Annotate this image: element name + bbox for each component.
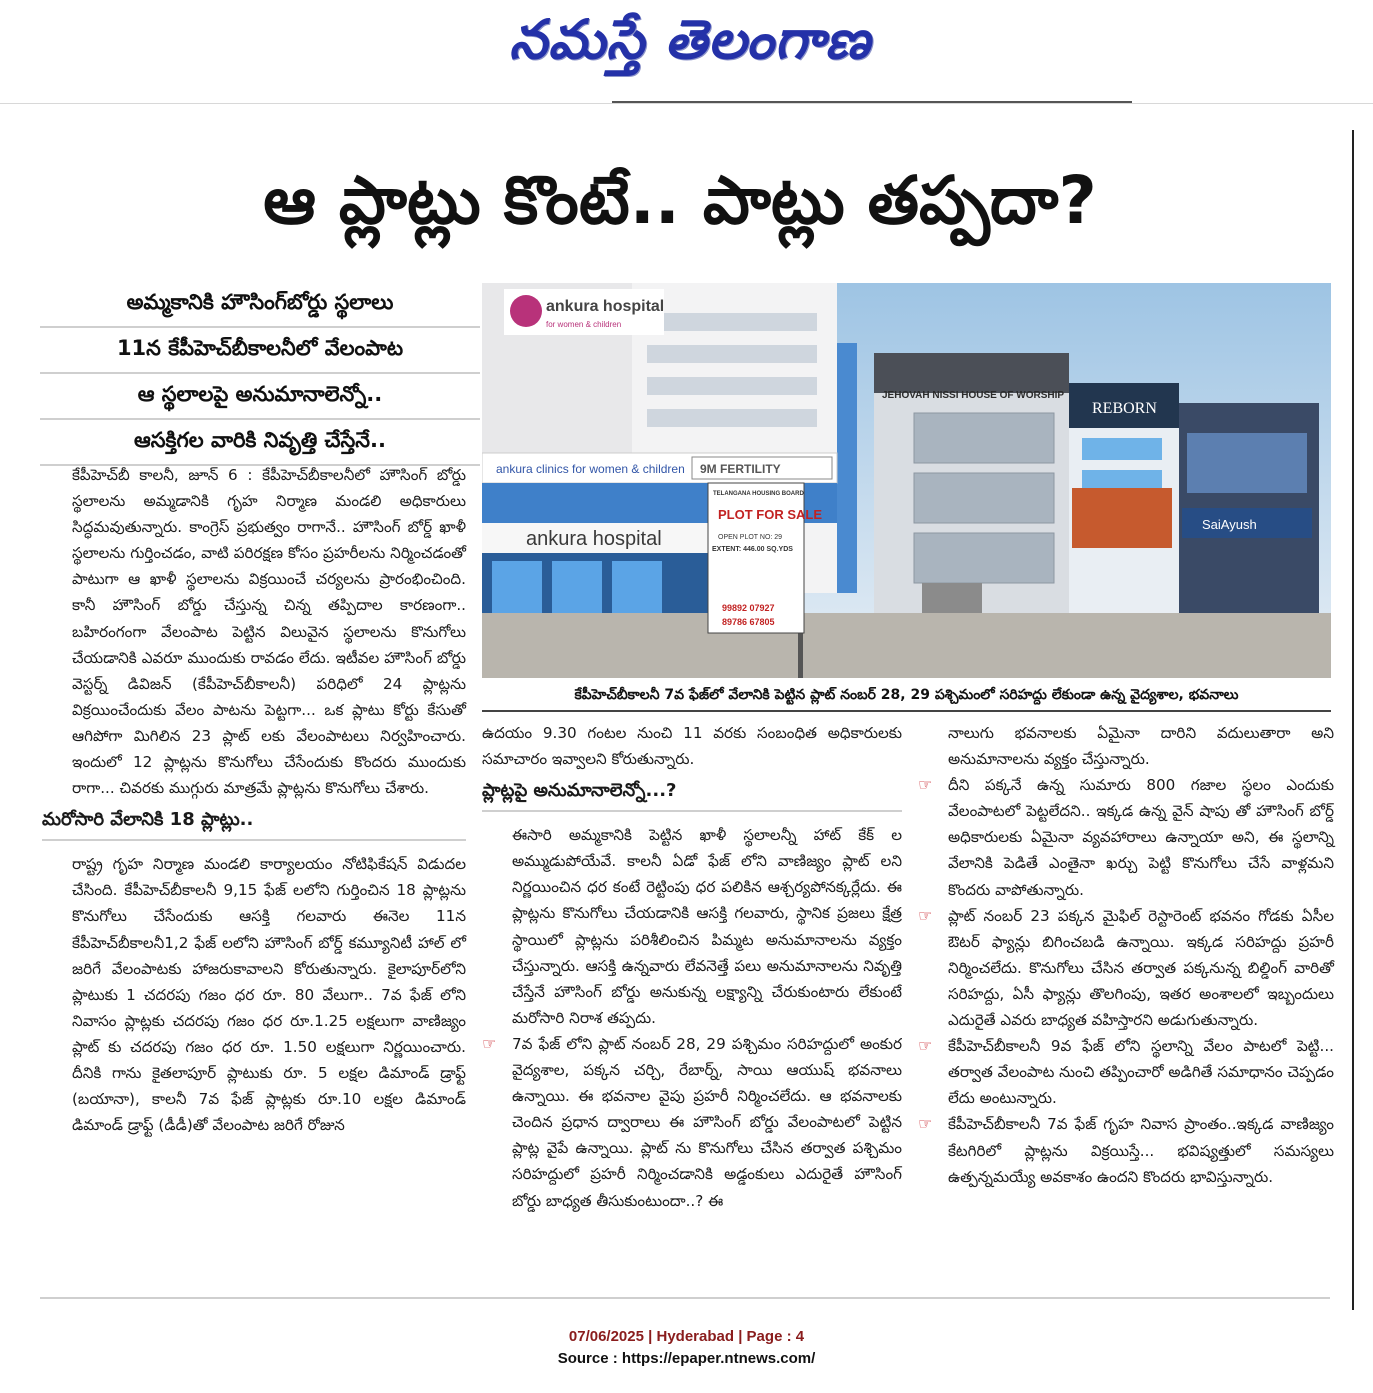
newspaper-logo: నమస్తే తెలంగాణ [509,7,871,71]
col1-paragraph-1: కేపీహెచ్‌బీ కాలనీ, జూన్ 6 : కేపీహెచ్‌బీకాలనీలో హౌసింగ్ బోర్డు స్థలాలను అమ్మడానికి గృహ నిర్మాణ మండలి అధికారులు సిద్ధమవుతున్నారు. కాంగ్రెస్ ప్రభుత్వం రాగానే.. హౌసింగ్ బోర్డ్ ఖాళీ స్థలాలను గుర్తించడం, వాటి పరిరక్షణ కోసం ప్రహరీలను నిర్మించడంతో పాటుగా ఆ ఖాళీ స్థలాలను విక్రయించే చర్యలను ప్రారంభించింది. కానీ హౌసింగ్ బోర్డు చేస్తున్న చిన్న తప్పిదాల కారణంగా.. బహిరంగంగా వేలంపాట పెట్టిన విలువైన స్థలాలను కొనుగోలు చేయడానికి ఎవరూ ముందుకు రావడం లేదు. ఇటీవల హౌసింగ్ బోర్డు వెస్టర్న్ డివిజన్ (కేపీహెచ్‌బీకాలనీ) పరిధిలో 24 ప్లాట్లను విక్రయించేందుకు వేలం పాటను పెట్టగా... ఒక ప్లాటు కోర్టు కేసుతో ఆగిపోగా మిగిలిన 23 ప్లాట్ లకు వేలంపాటలు నిర్వహించారు. ఇందులో 12 ప్లాట్లను కొనుగోలు చేసేందుకు కొందరు ముందుకు రాగా... చివరకు ముగ్గురు మాత్రమే ప్లాట్లను కొనుగోలు చేశారు. [72,466,466,798]
col3-bullet-1-text: దీని పక్కనే ఉన్న సుమారు 800 గజాల స్థలం ఎందుకు వేలంపాటలో పెట్టలేదని.. ఇక్కడ ఉన్న వైన్ షాపు తో హౌసింగ్ బోర్డ్ అధికారులకు ఏమైనా వ్యవహారాలు ఉన్నాయా అని, ఈ స్థలాన్ని వేలానికి పెడితే ఎంతైనా ఖర్చు పెట్టి కొనుగోలు చేసే వాళ్లమని కొందరు వాపోతున్నారు. [948,776,1334,899]
ground [482,613,1331,678]
sign-hospital-sub: for women & children [546,320,622,329]
col2-paragraph-1: ఉదయం 9.30 గంటల నుంచి 11 వరకు సంబంధిత అధికారులకు సమాచారం ఇవ్వాలని కోరుతున్నారు. [482,724,902,769]
sign-ayush: SaiAyush [1202,517,1257,532]
board-sale: PLOT FOR SALE [718,507,822,522]
col2-bullet-1 [482,1031,902,1214]
sign-fertility: 9M FERTILITY [700,462,781,476]
footer-source-link[interactable]: Source : https://epaper.ntnews.com/ [557,1350,816,1367]
article-column-1 [42,462,466,1138]
col2-paragraph-2: ఈసారి అమ్మకానికి పెట్టిన ఖాళీ స్థలాలన్నీ హాట్ కేక్ ల అమ్ముడుపోయేవే. కాలనీ ఏడో ఫేజ్ లోని వాణిజ్యం ప్లాట్ లని నిర్ణయించిన ధర కంటే రెట్టింపు ధర పలికిన ఆశ్చర్యపోనక్కర్లేదు. ఈ ప్లాట్లను కొనుగోలు చేయడానికి ఆసక్తి గలవారు, స్థానిక ప్రజలు క్షేత్ర స్థాయిలో ప్లాట్లను పరిశీలించిన పిమ్మట అనుమానాలను వ్యక్తం చేస్తున్నారు. ఆసక్తి ఉన్నవారు లేవనెత్తే పలు అనుమానాలను నివృత్తి చేస్తేనే హౌసింగ్ బోర్డు అనుకున్న లక్ష్యాన్ని చేరుకుంటారు లేకుంటే మరోసారి నిరాశ తప్పదు. [512,826,902,1027]
page-footer [0,1326,1373,1370]
deck-headlines [40,282,480,466]
deck-2: 11న కేపీహెచ్‌బీకాలనీలో వేలంపాట [40,328,480,374]
footer-date-page: 07/06/2025 | Hyderabad | Page : 4 [568,1328,805,1345]
board-plot: OPEN PLOT NO: 29 [718,534,783,541]
sign-hospital-front: ankura hospital [526,528,662,550]
board-phone-2: 89786 67805 [722,617,775,627]
col3-bullet-2 [918,903,1334,1033]
col3-bullet-1 [918,772,1334,902]
col1-subhead: మరోసారి వేలానికి 18 ప్లాట్లు.. [42,805,466,841]
deck-1: అమ్మకానికి హౌసింగ్‌బోర్డు స్థలాలు [40,282,480,328]
pointing-hand-icon: ☞ [918,905,933,925]
article-bottom-rule [40,1297,1330,1299]
photo-caption: కేపీహెచ్‌బీకాలనీ 7వ ఫేజ్‌లో వేలానికి పెట్టిన ప్లాట్ నంబర్ 28, 29 పశ్చిమంలో సరిహద్దు లేకుండా ఉన్న వైద్యశాల, భవనాలు [482,680,1331,712]
sign-reborn: REBORN [1092,400,1157,417]
deck-3: ఆ స్థలాలపై అనుమానాలెన్నో.. [40,374,480,420]
board-phone-1: 99892 07927 [722,603,775,613]
col3-bullet-3-text: కేపీహెచ్‌బీకాలనీ 9వ ఫేజ్ లోని స్థలాన్ని వేలం పాటలో పెట్టి... తర్వాత వేలంపాట నుంచి తప్పించారో అడిగితే సమాధానం చెప్పడం లేదు అంటున్నారు. [948,1037,1334,1108]
masthead [0,0,1373,80]
col3-bullet-4 [918,1111,1334,1189]
col3-bullet-3 [918,1033,1334,1111]
pointing-hand-icon: ☞ [918,1036,933,1056]
col3-bullet-2-text: ప్లాట్ నంబర్ 23 పక్కన మైఫిల్ రెస్టారెంట్ భవనం గోడకు ఏసీల ఔటర్ ఫ్యాన్లు బిగించబడి ఉన్నాయి. ఇక్కడ సరిహద్దు ప్రహరీ నిర్మించలేదు. కొనుగోలు చేసిన తర్వాత పక్కనున్న బిల్డింగ్ వారితో సరిహద్దు, ఏసీ ఫ్యాన్లు తొలగింపు, ఇతర అంశాలలో ఇబ్బందులు ఎదురైతే ఎవరు బాధ్యత వహిస్తారని అడుగుతున్నారు. [948,906,1334,1030]
sign-church: JEHOVAH NISSI HOUSE OF WORSHIP [882,390,1065,401]
board-extent: EXTENT: 446.00 SQ.YDS [712,546,793,553]
column-rule-right [1352,130,1354,1310]
pointing-hand-icon: ☞ [918,1114,933,1134]
sign-hospital: ankura hospital [546,298,665,315]
col2-bullet-1-text: 7వ ఫేజ్ లోని ప్లాట్ నంబర్ 28, 29 పశ్చిమం సరిహద్దులో అంకుర వైద్యశాల, పక్కన చర్చి, రేబార్న్, సాయి ఆయుష్ భవనాలు ఉన్నాయి. ఈ భవనాల వైపు ప్రహరీ నిర్మించలేదు. ఆ భవనాలకు చెందిన ప్రధాన ద్వారాలు ఈ హౌసింగ్ బోర్డు వేలంపాటలో పెట్టిన ప్లాట్ల వైపే ఉన్నాయి. ప్లాట్ ను కొనుగోలు చేసిన తర్వాత పశ్చిమం సరిహద్దులో ప్రహరీ నిర్మించడానికి అడ్డంకులు ఎదురైతే హౌసింగ్ బోర్డు బాధ్యత తీసుకుంటుందా..? ఈ [512,1034,902,1210]
col3-bullet-4-text: కేపీహెచ్‌బీకాలనీ 7వ ఫేజ్ గృహ నివాస ప్రాంతం..ఇక్కడ వాణిజ్యం కేటగిరిలో ప్లాట్లను విక్రయిస్తే... భవిష్యత్తులో సమస్యలు ఉత్పన్నమయ్యే అవకాశం ఉందని కొందరు భావిస్తున్నారు. [948,1115,1334,1186]
col1-paragraph-2: రాష్ట్ర గృహ నిర్మాణ మండలి కార్యాలయం నోటిఫికేషన్ విడుదల చేసింది. కేపీహెచ్‌బీకాలనీ 9,15 ఫేజ్ లలోని గుర్తించిన 18 ప్లాట్లను కొనుగోలు చేసేందుకు ఆసక్తి గలవారు ఈనెల 11న కేపీహెచ్‌బీకాలనీ1,2 ఫేజ్ లలోని హౌసింగ్ బోర్డ్ కమ్యూనిటీ హాల్ లో జరిగే వేలంపాటకు హాజరుకావాలని కోరుతున్నారు. కైలాపూర్‌లోని ప్లాటుకు 1 చదరపు గజం ధర రూ. 80 వేలుగా.. 7వ ఫేజ్ లోని నివాసం ప్లాట్లకు చదరపు గజం ధర రూ.1.25 లక్షలుగా వాణిజ్యం ప్లాట్ కు చదరపు గజం ధర రూ. 1.50 లక్షలుగా నిర్ణయించారు. దీనికి గాను కైతలాపూర్ ప్లాటుకు రూ. 5 లక్షల డిమాండ్ డ్రాఫ్ట్ (బయానా), కాలనీ 7వ ఫేజ్ ప్లాట్లకు రూ.10 లక్షల డిమాండ్ డిమాండ్ డ్రాఫ్ట్ (డీడీ)తో వేలంపాట జరిగే రోజున [72,855,466,1135]
article-headline: ఆ ప్లాట్లు కొంటే.. పాట్లు తప్పదా? [263,162,1097,239]
article-photo [482,283,1331,678]
article-column-3 [918,720,1334,1190]
masthead-divider [0,103,1373,104]
photo-illustration [482,283,1331,678]
article-column-2 [482,720,902,1214]
pointing-hand-icon: ☞ [482,1033,497,1053]
board-title: TELANGANA HOUSING BOARD [713,491,804,497]
sign-clinics: ankura clinics for women & children [496,462,685,476]
masthead-accent-rule [612,101,1132,103]
pointing-hand-icon: ☞ [918,775,933,795]
hospital-logo-mark [510,295,542,327]
col2-subhead: ప్లాట్లపై అనుమానాలెన్నో...? [482,776,902,812]
col3-paragraph-1: నాలుగు భవనాలకు ఏమైనా దారిని వదులుతారా అని అనుమానాలను వ్యక్తం చేస్తున్నారు. [948,724,1334,769]
deck-4: ఆసక్తిగల వారికి నివృత్తి చేస్తేనే.. [40,420,480,466]
